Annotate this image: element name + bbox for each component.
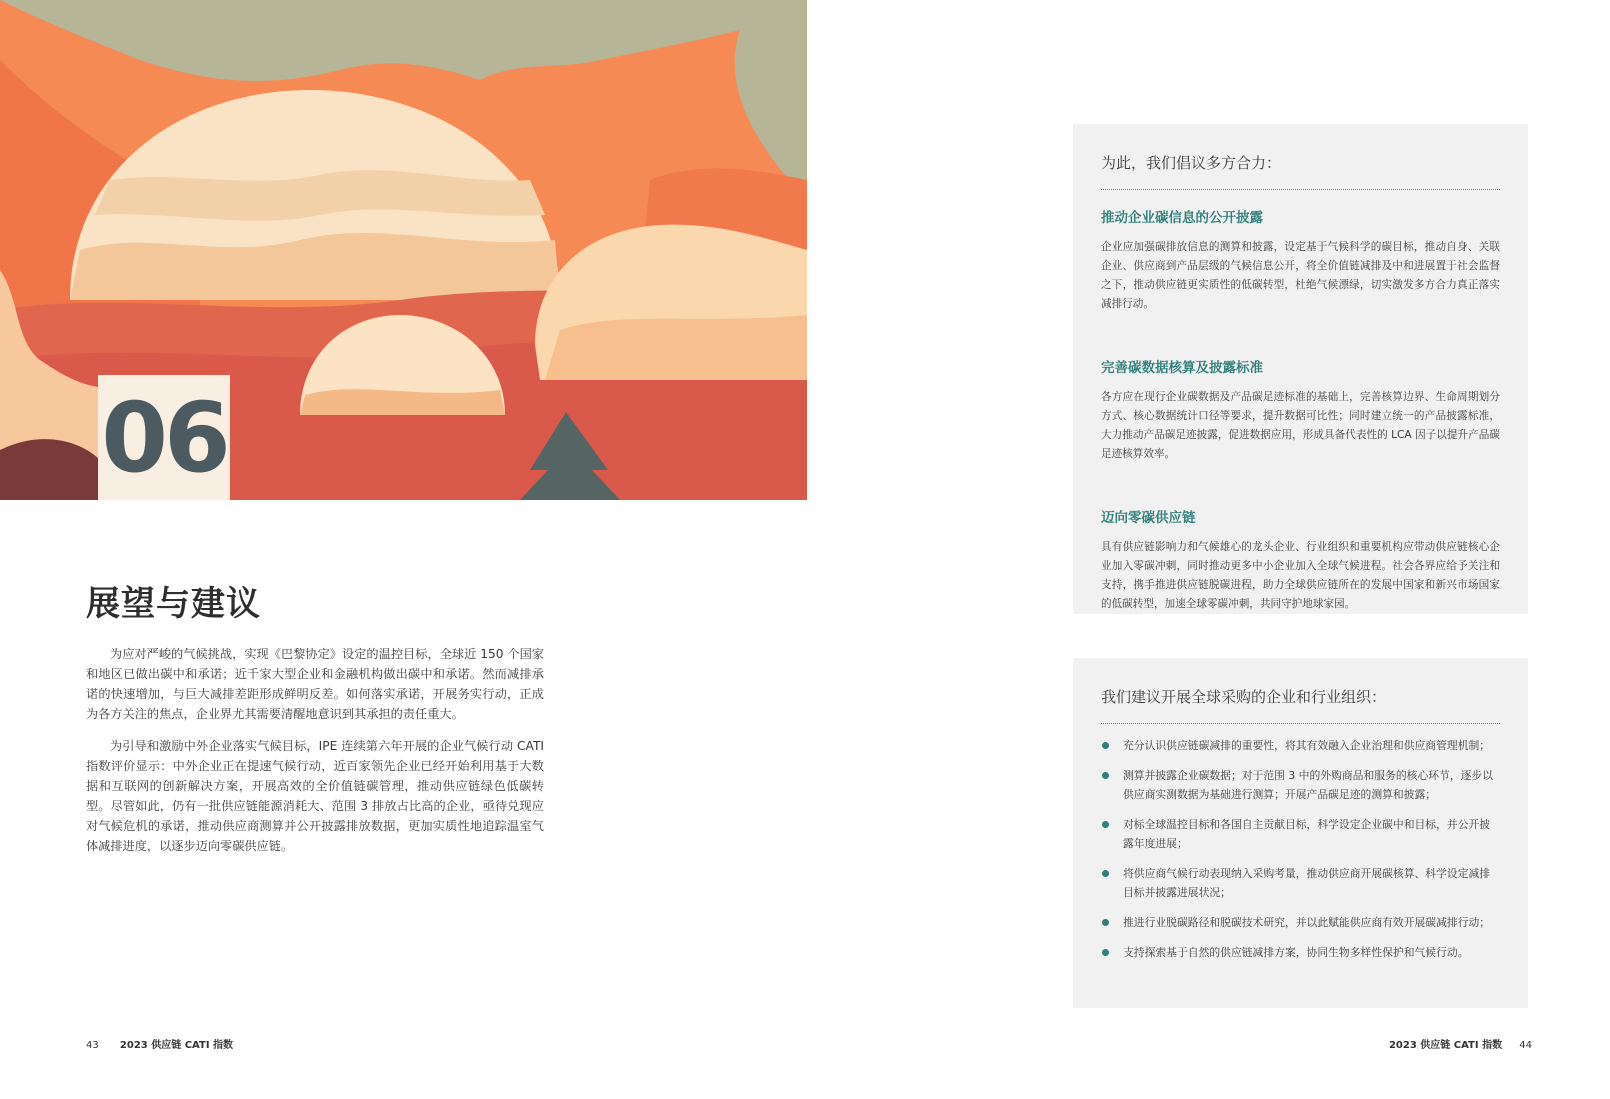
- list-item: [1101, 736, 1500, 755]
- bullet-icon: [1102, 821, 1109, 828]
- bullet-icon: [1102, 949, 1109, 956]
- list-item: [1101, 943, 1500, 962]
- section-title: 迈向零碳供应链: [1101, 510, 1196, 526]
- chapter-number-box: [98, 375, 230, 500]
- list-item: [1101, 766, 1500, 804]
- paragraph-2: 为引导和激励中外企业落实气候目标，IPE 连续第六年开展的企业气候行动 CATI 指数评价显示：中外企业正在提速气候行动，近百家领先企业已经开始利用基于大数据和互联网的创新解决方案，开展高效的全价值链碳管理，推动供应链绿色低碳转型。尽管如此，仍有一批供应链能源消耗大、范围 3 排放占比高的企业，亟待兑现应对气候危机的承诺，推动供应商测算并公开披露排放数据，更加实质性地追踪温室气体减排进度，以逐步迈向零碳供应链。: [86, 739, 544, 853]
- page-number-right: 44: [1519, 1040, 1532, 1051]
- footer-title-right: 2023 供应链 CATI 指数: [1388, 1040, 1503, 1051]
- list-item: [1101, 913, 1500, 932]
- section-carbon-standards: [1101, 356, 1500, 464]
- section-body: 企业应加强碳排放信息的测算和披露，设定基于气候科学的碳目标，推动自身、关联企业、供应商到产品层级的气候信息公开，将全价值链减排及中和进展置于社会监督之下，推动供应链更实质性的低碳转型，杜绝气候漂绿，切实激发多方合力真正落实减排行动。: [1101, 241, 1500, 310]
- footer-left: [86, 1036, 233, 1051]
- page-title: 展望与建议: [86, 584, 261, 624]
- list-item-text: 推进行业脱碳路径和脱碳技术研究，并以此赋能供应商有效开展碳减排行动；: [1123, 916, 1491, 929]
- bullet-icon: [1102, 742, 1109, 749]
- dotted-divider: [1101, 189, 1500, 190]
- list-item: [1101, 815, 1500, 853]
- list-item-text: 对标全球温控目标和各国自主贡献目标，科学设定企业碳中和目标，并公开披露年度进展；: [1123, 818, 1491, 850]
- section-title: 完善碳数据核算及披露标准: [1101, 360, 1263, 376]
- bullet-icon: [1102, 772, 1109, 779]
- panel1-heading: 为此，我们倡议多方合力：: [1101, 154, 1282, 172]
- section-body: 具有供应链影响力和气候雄心的龙头企业、行业组织和重要机构应带动供应链核心企业加入零碳冲刺，同时推动更多中小企业加入全球气候进程。社会各界应给予关注和支持，携手推进供应链脱碳进程，助力全球供应链所在的发展中国家和新兴市场国家的低碳转型，加速全球零碳冲刺，共同守护地球家园。: [1101, 541, 1500, 610]
- recommendations-panel: [1073, 658, 1528, 1008]
- chapter-number: 06: [101, 381, 227, 494]
- body-text: [86, 644, 544, 868]
- initiative-panel: [1073, 124, 1528, 614]
- list-item-text: 将供应商气候行动表现纳入采购考量，推动供应商开展碳核算、科学设定减排目标并披露进展状况；: [1123, 867, 1491, 899]
- section-zero-carbon-supply-chain: [1101, 506, 1500, 614]
- paragraph-1: 为应对严峻的气候挑战，实现《巴黎协定》设定的温控目标，全球近 150 个国家和地区已做出碳中和承诺；近千家大型企业和金融机构做出碳中和承诺。然而减排承诺的快速增加，与巨大减排差距形成鲜明反差。如何落实承诺，开展务实行动，正成为各方关注的焦点，企业界尤其需要清醒地意识到其承担的责任重大。: [86, 647, 544, 721]
- page-number-left: 43: [86, 1040, 99, 1051]
- list-item: [1101, 864, 1500, 902]
- footer-title-left: 2023 供应链 CATI 指数: [119, 1040, 234, 1051]
- bullet-icon: [1102, 870, 1109, 877]
- list-item-text: 测算并披露企业碳数据；对于范围 3 中的外购商品和服务的核心环节，逐步以供应商实测数据为基础进行测算；开展产品碳足迹的测算和披露；: [1123, 769, 1494, 801]
- panel2-heading: 我们建议开展全球采购的企业和行业组织：: [1101, 688, 1387, 706]
- footer-right: [1389, 1036, 1532, 1051]
- section-carbon-disclosure: [1101, 206, 1500, 314]
- section-title: 推动企业碳信息的公开披露: [1101, 210, 1263, 226]
- bullet-icon: [1102, 919, 1109, 926]
- list-item-text: 充分认识供应链碳减排的重要性，将其有效融入企业治理和供应商管理机制；: [1123, 739, 1491, 752]
- recommendation-list: [1101, 736, 1500, 962]
- dotted-divider: [1101, 723, 1500, 724]
- list-item-text: 支持探索基于自然的供应链减排方案，协同生物多样性保护和气候行动。: [1123, 946, 1469, 959]
- section-body: 各方应在现行企业碳数据及产品碳足迹标准的基础上，完善核算边界、生命周期划分方式、核心数据统计口径等要求，提升数据可比性；同时建立统一的产品披露标准，大力推动产品碳足迹披露，促进数据应用，形成具备代表性的 LCA 因子以提升产品碳足迹核算效率。: [1101, 391, 1500, 460]
